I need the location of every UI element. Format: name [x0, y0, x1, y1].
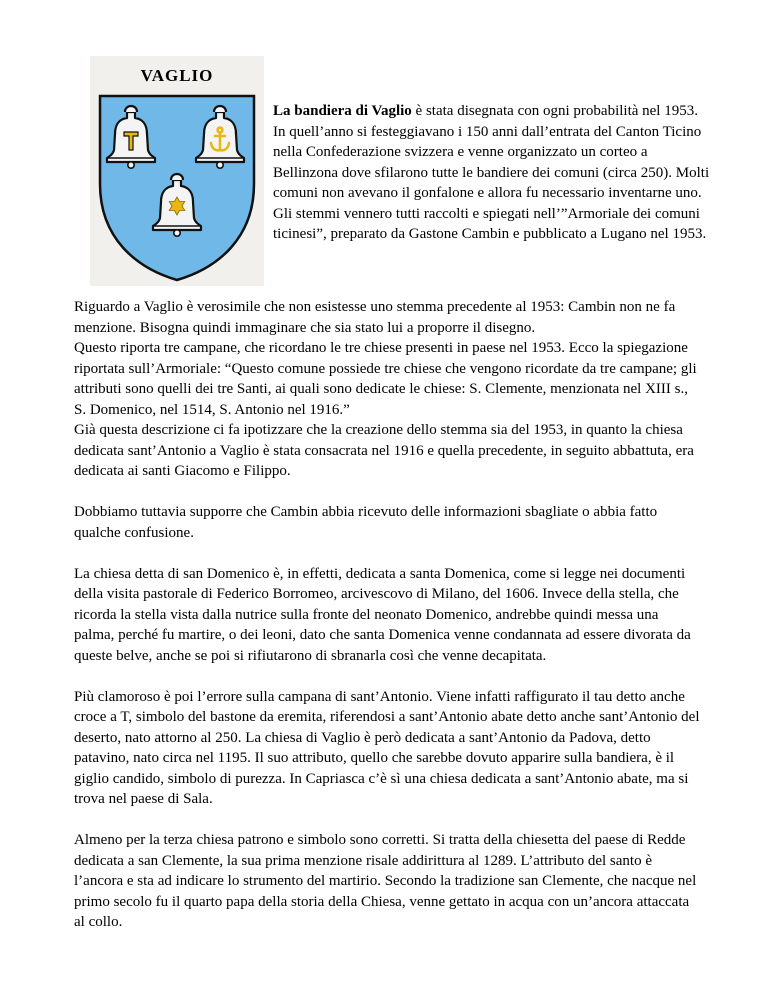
- paragraph-3: La chiesa detta di san Domenico è, in effetti, dedicata a santa Domenica, come si legge nei documenti della visita pastorale di Federico Borromeo, arcivescovo di Milano, del 1606. Invece della stella, che ricorda la stella vista dalla nutrice sulla fronte del neonato Domenico, andrebbe quindi messa una palma, perché fu martire, o dei leoni, dato che santa Domenica venne condannata ad essere divorata da queste belve, anche se poi si rifiutarono di sbranarla così che venne decapitata.: [74, 565, 691, 664]
- intro-bold-lead: La bandiera di Vaglio: [273, 103, 412, 119]
- coat-of-arms-image: [90, 56, 264, 286]
- intro-text: è stata disegnata con ogni probabilità nel 1953. In quell’anno si festeggiavano i 150 anni dall’entrata del Canton Ticino nella Confederazione svizzera e venne organizzato un corteo a Bellinzona dove sfilarono tutte le bandiere dei comuni (circa 250). Molti comuni non avevano il gonfalone e allora fu necessario inventarne uno. Gli stemmi vennero tutti raccolti e spiegati nell’”Armoriale dei comuni ticinesi”, preparato da Gastone Cambin e pubblicato a Lugano nel 1953.: [273, 103, 710, 242]
- paragraph-2: Dobbiamo tuttavia supporre che Cambin abbia ricevuto delle informazioni sbagliate o abbia fatto qualche confusione.: [74, 504, 658, 541]
- paragraph-5: Almeno per la terza chiesa patrono e simbolo sono corretti. Si tratta della chiesetta del paese di Redde dedicata a san Clemente, la sua prima menzione risale addirittura al 1289. L’attributo del santo è l’ancora e sta ad indicare lo strumento del martirio. Secondo la tradizione san Clemente, che nacque nel primo secolo fu il quarto papa della storia della Chiesa, venne gettato in acqua con un’ancora attaccata al collo.: [74, 832, 697, 930]
- paragraph-1: [74, 297, 702, 482]
- paragraph-1-line-1: Riguardo a Vaglio è verosimile che non esistesse uno stemma precedente al 1953: Cambin non ne fa menzione. Bisogna quindi immaginare che sia stato lui a proporre il disegno.: [74, 299, 676, 336]
- crest-title: VAGLIO: [140, 66, 214, 85]
- intro-paragraph: [273, 101, 713, 245]
- shield-graphic: [90, 56, 264, 286]
- paragraph-1-line-2: Questo riporta tre campane, che ricordano le tre chiese presenti in paese nel 1953. Ecco la spiegazione riportata sull’Armoriale: “Questo comune possiede tre chiese che vengono ricordate da tre campane; gli attributi sono quelli dei tre Santi, ai quali sono dedicate le chiese: S. Clemente, menzionata nel XIII s., S. Domenico, nel 1514, S. Antonio nel 1916.”: [74, 340, 697, 418]
- article-body: [74, 297, 702, 933]
- paragraph-1-line-3: Già questa descrizione ci fa ipotizzare che la creazione dello stemma sia del 1953, in quanto la chiesa dedicata sant’Antonio a Vaglio è stata consacrata nel 1916 e quella precedente, in seguito abbattuta, era dedicata ai santi Giacomo e Filippo.: [74, 422, 694, 479]
- paragraph-4: Più clamoroso è poi l’errore sulla campana di sant’Antonio. Viene infatti raffigurato il tau detto anche croce a T, simbolo del bastone da eremita, riferendosi a sant’Antonio abate detto anche sant’Antonio del deserto, nato attorno al 250. La chiesa di Vaglio è però dedicata a sant’Antonio da Padova, detto patavino, nato circa nel 1195. Il suo attributo, quello che sarebbe dovuto apparire sulla bandiera, è il giglio candido, simbolo di purezza. In Capriasca c’è sì una chiesa dedicata a sant’Antonio abate, ma si trova nel paese di Sala.: [74, 688, 700, 807]
